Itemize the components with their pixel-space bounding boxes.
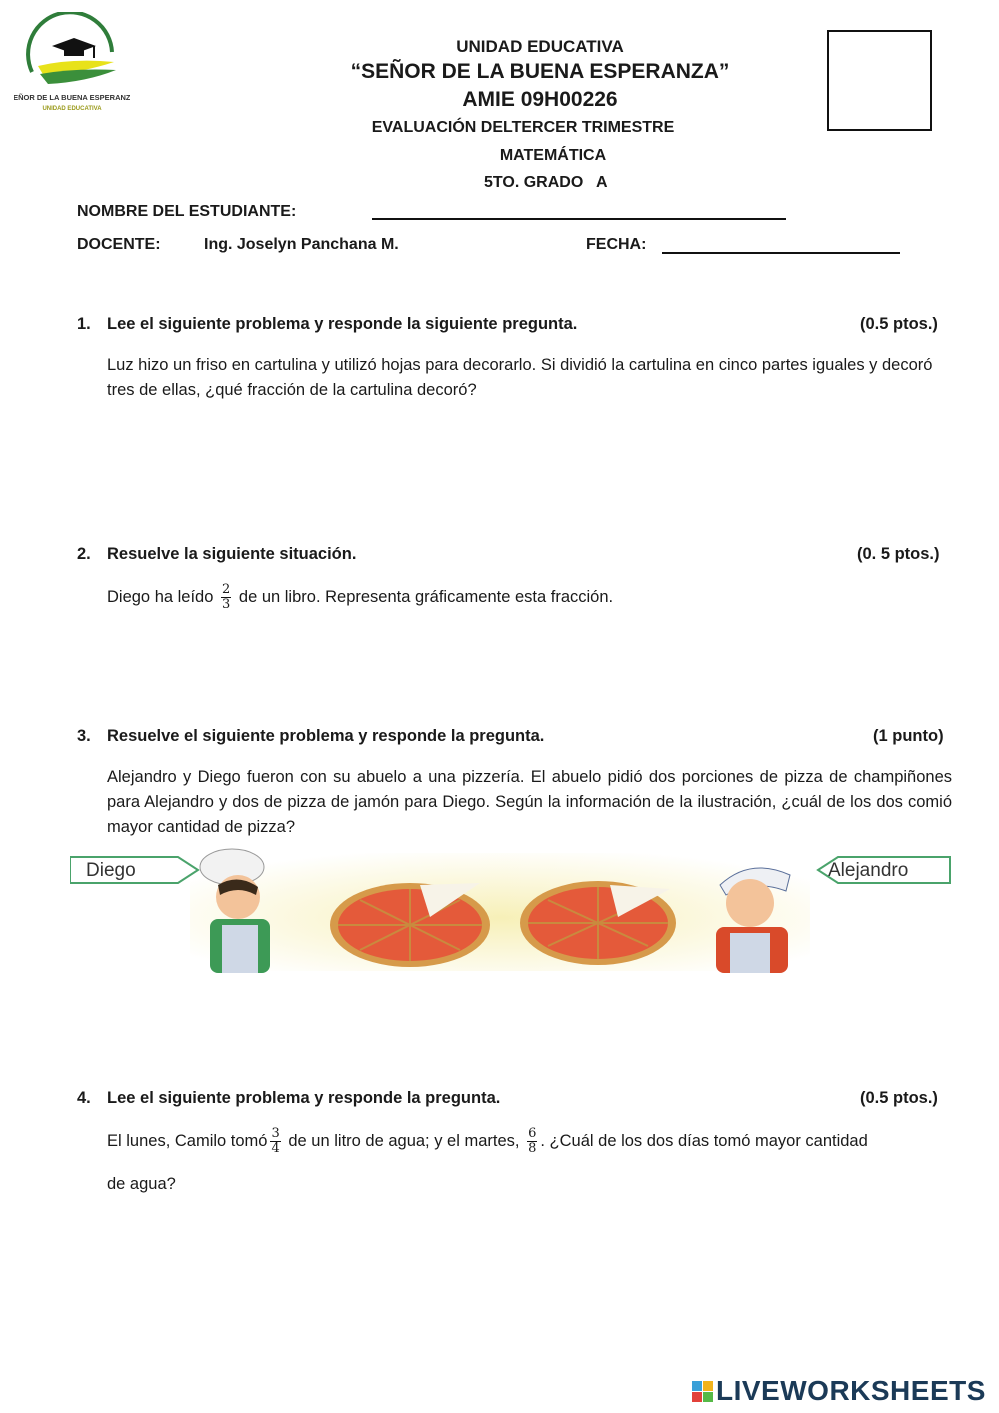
q2-text-before: Diego ha leído [107,587,214,606]
date-line[interactable] [662,252,900,254]
frac-num: 3 [271,1126,280,1141]
q1-title: Lee el siguiente problema y responde la siguiente pregunta. [107,315,578,333]
q4-number: 4. [77,1089,91,1107]
student-name-line[interactable] [372,218,786,220]
school-logo [14,12,130,116]
q4-text-b: de un litro de agua; y el martes, [288,1131,520,1150]
q2-text-after: de un libro. Representa gráficamente esta fracción. [238,587,614,606]
q3-text: Alejandro y Diego fueron con su abuelo a una pizzería. El abuelo pidió dos porciones de pizza de champiñones para Alejandro y dos de pizza de jamón para Diego. Según la información de la ilustración, ¿cuál de los dos comió mayor cantidad de pizza? [107,768,952,836]
brand-icon [692,1381,713,1402]
q4-title: Lee el siguiente problema y responde la pregunta. [107,1089,501,1107]
diego-label [70,857,198,883]
teacher-label: DOCENTE: [77,236,161,253]
alejandro-label-text: Alejandro [828,860,909,881]
q2-title: Resuelve la siguiente situación. [107,545,357,563]
q1-points: (0.5 ptos.) [860,315,938,333]
frac-den: 8 [528,1141,537,1156]
fraction-2-3 [221,583,231,612]
q4-text-d: de agua? [107,1175,176,1193]
q3-points: (1 punto) [873,727,944,745]
q2-number: 2. [77,545,91,563]
frac-num: 2 [222,582,231,597]
grade-box[interactable] [827,30,932,131]
fraction-6-8 [527,1127,537,1156]
school-name: “SEÑOR DE LA BUENA ESPERANZA” [350,60,730,83]
brand-text: LIVEWORKSHEETS [716,1375,986,1406]
q1-number: 1. [77,315,91,333]
logo-text-1: SEÑOR DE LA BUENA ESPERANZA [14,93,130,102]
q1-text: Luz hizo un friso en cartulina y utilizó hojas para decorarlo. Si dividió la cartulina en cinco partes iguales y decoró tres de ellas, ¿qué fracción de la cartulina decoró? [107,356,933,399]
date-label: FECHA: [586,236,647,253]
pizza-2 [520,881,676,965]
amie-code: AMIE 09H00226 [462,88,618,111]
alejandro-label [818,857,950,883]
fraction-3-4 [270,1127,280,1156]
teacher-name: Ing. Joselyn Panchana M. [204,236,399,253]
pizza-1 [330,883,490,967]
q4-text-c: . ¿Cuál de los dos días tomó mayor cantidad [540,1131,868,1150]
frac-num: 6 [528,1126,537,1141]
subject: MATEMÁTICA [499,147,607,164]
frac-den: 4 [271,1141,280,1156]
logo-text-2: UNIDAD EDUCATIVA [42,106,102,112]
q4-text-a: El lunes, Camilo tomó [107,1131,268,1150]
grade: 5TO. GRADO A [484,174,608,191]
student-name-label: NOMBRE DEL ESTUDIANTE: [77,203,297,220]
q2-text [107,583,952,612]
q4-text-line1 [107,1127,957,1156]
q3-title: Resuelve el siguiente problema y responde la pregunta. [107,727,545,745]
q2-points: (0. 5 ptos.) [857,545,940,563]
liveworksheets-brand [692,1374,992,1408]
evaluation-title: EVALUACIÓN DELTERCER TRIMESTRE [371,119,675,136]
q4-points: (0.5 ptos.) [860,1089,938,1107]
frac-den: 3 [222,597,231,612]
diego-label-text: Diego [86,860,136,881]
q3-number: 3. [77,727,91,745]
school-type: UNIDAD EDUCATIVA [456,37,624,56]
pizza-illustration [70,845,952,973]
